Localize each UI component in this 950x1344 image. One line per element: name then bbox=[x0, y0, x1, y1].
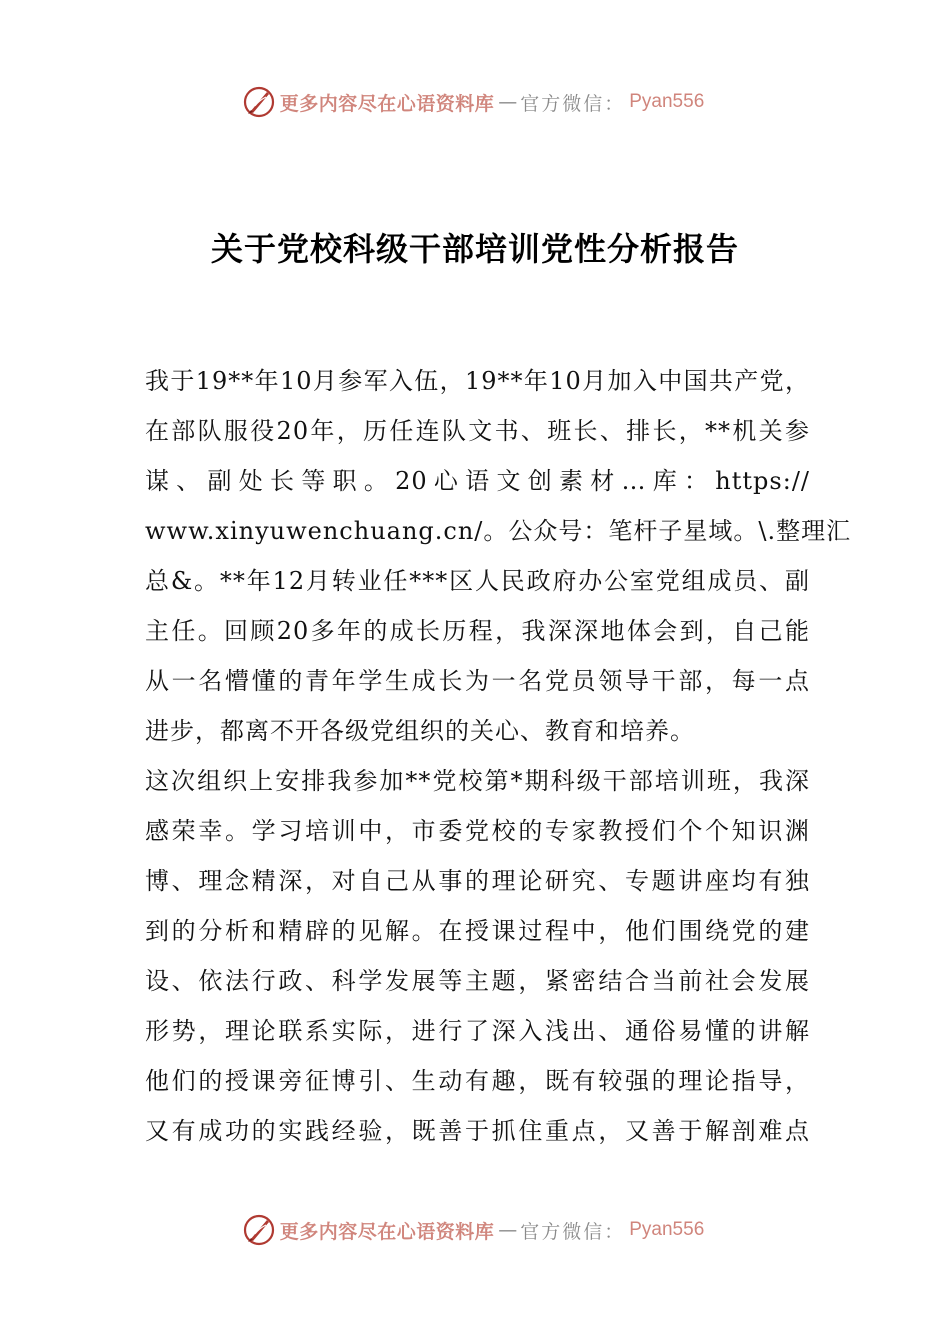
header-account-id: Pyan556 bbox=[629, 91, 705, 112]
body-line: 谋、副处长等职。20心语文创素材…库：https:// bbox=[145, 467, 810, 495]
body-line: 形势，理论联系实际，进行了深入浅出、通俗易懂的讲解 bbox=[145, 1017, 810, 1045]
header-separator: — bbox=[498, 91, 517, 113]
body-line: 设、依法行政、科学发展等主题，紧密结合当前社会发展 bbox=[145, 967, 810, 995]
body-line: 又有成功的实践经验，既善于抓住重点，又善于解剖难点 bbox=[145, 1117, 810, 1145]
document-body bbox=[145, 356, 852, 1156]
body-line: 我于19**年10月参军入伍，19**年10月加入中国共产党， bbox=[145, 367, 810, 395]
quill-pen-logo-icon bbox=[242, 1213, 276, 1247]
quill-pen-logo-icon bbox=[242, 85, 276, 119]
footer-site-text: 更多内容尽在心语资料库 bbox=[279, 1220, 495, 1243]
body-line: 他们的授课旁征博引、生动有趣，既有较强的理论指导， bbox=[145, 1067, 810, 1095]
body-line: 进步，都离不开各级党组织的关心、教育和培养。 bbox=[145, 717, 695, 745]
body-line: 感荣幸。学习培训中，市委党校的专家教授们个个知识渊 bbox=[145, 817, 810, 845]
header-banner bbox=[0, 80, 950, 124]
body-line: 博、理念精深，对自己从事的理论研究、专题讲座均有独 bbox=[145, 867, 810, 895]
document-title: 关于党校科级干部培训党性分析报告 bbox=[210, 230, 739, 268]
body-line: 总&。**年12月转业任***区人民政府办公室党组成员、副 bbox=[145, 567, 810, 595]
header-banner-content bbox=[242, 85, 705, 119]
footer-separator: — bbox=[498, 1219, 517, 1241]
body-line: 到的分析和精辟的见解。在授课过程中，他们围绕党的建 bbox=[145, 917, 810, 945]
body-line: 从一名懵懂的青年学生成长为一名党员领导干部，每一点 bbox=[145, 667, 810, 695]
footer-account-id: Pyan556 bbox=[629, 1219, 705, 1240]
header-site-text: 更多内容尽在心语资料库 bbox=[279, 92, 495, 115]
body-line: 主任。回顾20多年的成长历程，我深深地体会到，自己能 bbox=[145, 617, 810, 645]
footer-banner-content bbox=[242, 1213, 705, 1247]
body-line: 这次组织上安排我参加**党校第*期科级干部培训班，我深 bbox=[145, 767, 810, 795]
footer-banner bbox=[0, 1208, 950, 1252]
body-line: www.xinyuwenchuang.cn/。公众号：笔杆子星域。\.整理汇 bbox=[145, 517, 852, 545]
footer-account-label: 官方微信： bbox=[520, 1220, 626, 1243]
body-line: 在部队服役20年，历任连队文书、班长、排长，**机关参 bbox=[145, 417, 810, 445]
header-account-label: 官方微信： bbox=[520, 92, 626, 115]
